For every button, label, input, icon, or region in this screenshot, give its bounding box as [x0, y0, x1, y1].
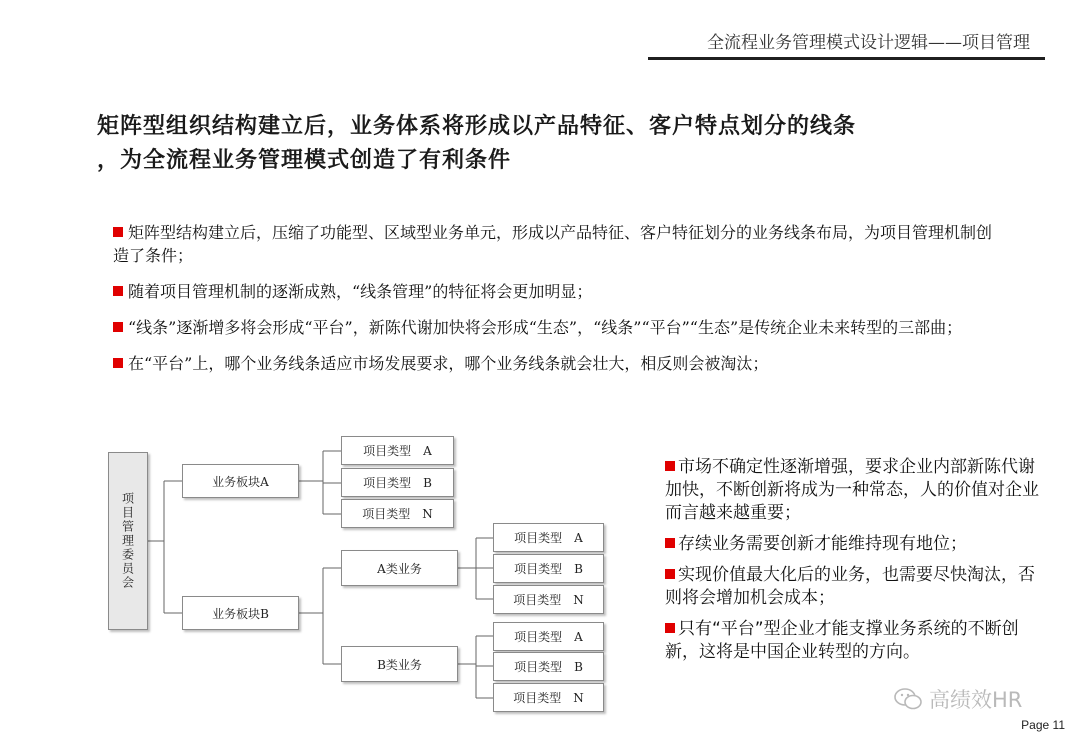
- biz-a-project-type-box: 项目类型 N: [493, 585, 604, 614]
- biz-b-box: B类业务: [341, 646, 458, 682]
- biz-b-project-type-box: 项目类型 B: [493, 652, 604, 681]
- red-square-bullet-icon: [113, 286, 123, 296]
- side-note-item: 市场不确定性逐渐增强，要求企业内部新陈代谢加快，不断创新将成为一种常态，人的价值对企业而言越来越重要；: [665, 457, 1039, 523]
- bullet-item: 随着项目管理机制的逐渐成熟，“线条管理”的特征将会更加明显；: [113, 280, 1003, 303]
- main-heading: [97, 110, 1027, 178]
- unit-a-project-type-box: 项目类型 B: [341, 468, 454, 497]
- biz-a-project-type-box: 项目类型 B: [493, 554, 604, 583]
- side-note-item: 只有“平台”型企业才能支撑业务系统的不断创新，这将是中国企业转型的方向。: [665, 619, 1019, 662]
- red-square-bullet-icon: [665, 569, 675, 579]
- bullet-item: 在“平台”上，哪个业务线条适应市场发展要求，哪个业务线条就会壮大，相反则会被淘汰；: [113, 352, 1003, 375]
- biz-b-project-type-box: 项目类型 N: [493, 683, 604, 712]
- root-box-project-committee: 项目管理委员会: [108, 452, 148, 630]
- unit-a-project-type-box: 项目类型 A: [341, 436, 454, 465]
- unit-b-box: 业务板块B: [182, 596, 299, 630]
- watermark: [893, 684, 1022, 714]
- side-note-item: 实现价值最大化后的业务，也需要尽快淘汰，否则将会增加机会成本；: [665, 565, 1035, 608]
- unit-a-box: 业务板块A: [182, 464, 299, 498]
- red-square-bullet-icon: [665, 538, 675, 548]
- main-heading-line-1: 矩阵型组织结构建立后，业务体系将形成以产品特征、客户特点划分的线条: [97, 114, 857, 139]
- biz-a-project-type-box: 项目类型 A: [493, 523, 604, 552]
- red-square-bullet-icon: [113, 358, 123, 368]
- red-square-bullet-icon: [665, 461, 675, 471]
- page-number: Page 11: [1021, 718, 1065, 732]
- header-divider: [648, 57, 1045, 60]
- unit-a-project-type-box: 项目类型 N: [341, 499, 454, 528]
- bullet-item: “线条”逐渐增多将会形成“平台”，新陈代谢加快将会形成“生态”，“线条”“平台”“生态”是传统企业未来转型的三部曲；: [113, 316, 1003, 339]
- watermark-text: 高绩效HR: [929, 688, 1023, 712]
- bullet-list: [113, 221, 1003, 388]
- side-notes: [665, 456, 1045, 672]
- wechat-icon: [893, 687, 923, 711]
- red-square-bullet-icon: [113, 322, 123, 332]
- biz-b-project-type-box: 项目类型 A: [493, 622, 604, 651]
- biz-a-box: A类业务: [341, 550, 458, 586]
- main-heading-line-2: ，为全流程业务管理模式创造了有利条件: [97, 148, 512, 173]
- bullet-item: 矩阵型结构建立后，压缩了功能型、区域型业务单元，形成以产品特征、客户特征划分的业务线条布局，为项目管理机制创造了条件；: [113, 223, 993, 265]
- side-note-item: 存续业务需要创新才能维持现有地位；: [665, 533, 1045, 556]
- header-title: 全流程业务管理模式设计逻辑——项目管理: [707, 33, 1030, 53]
- red-square-bullet-icon: [665, 623, 675, 633]
- red-square-bullet-icon: [113, 227, 123, 237]
